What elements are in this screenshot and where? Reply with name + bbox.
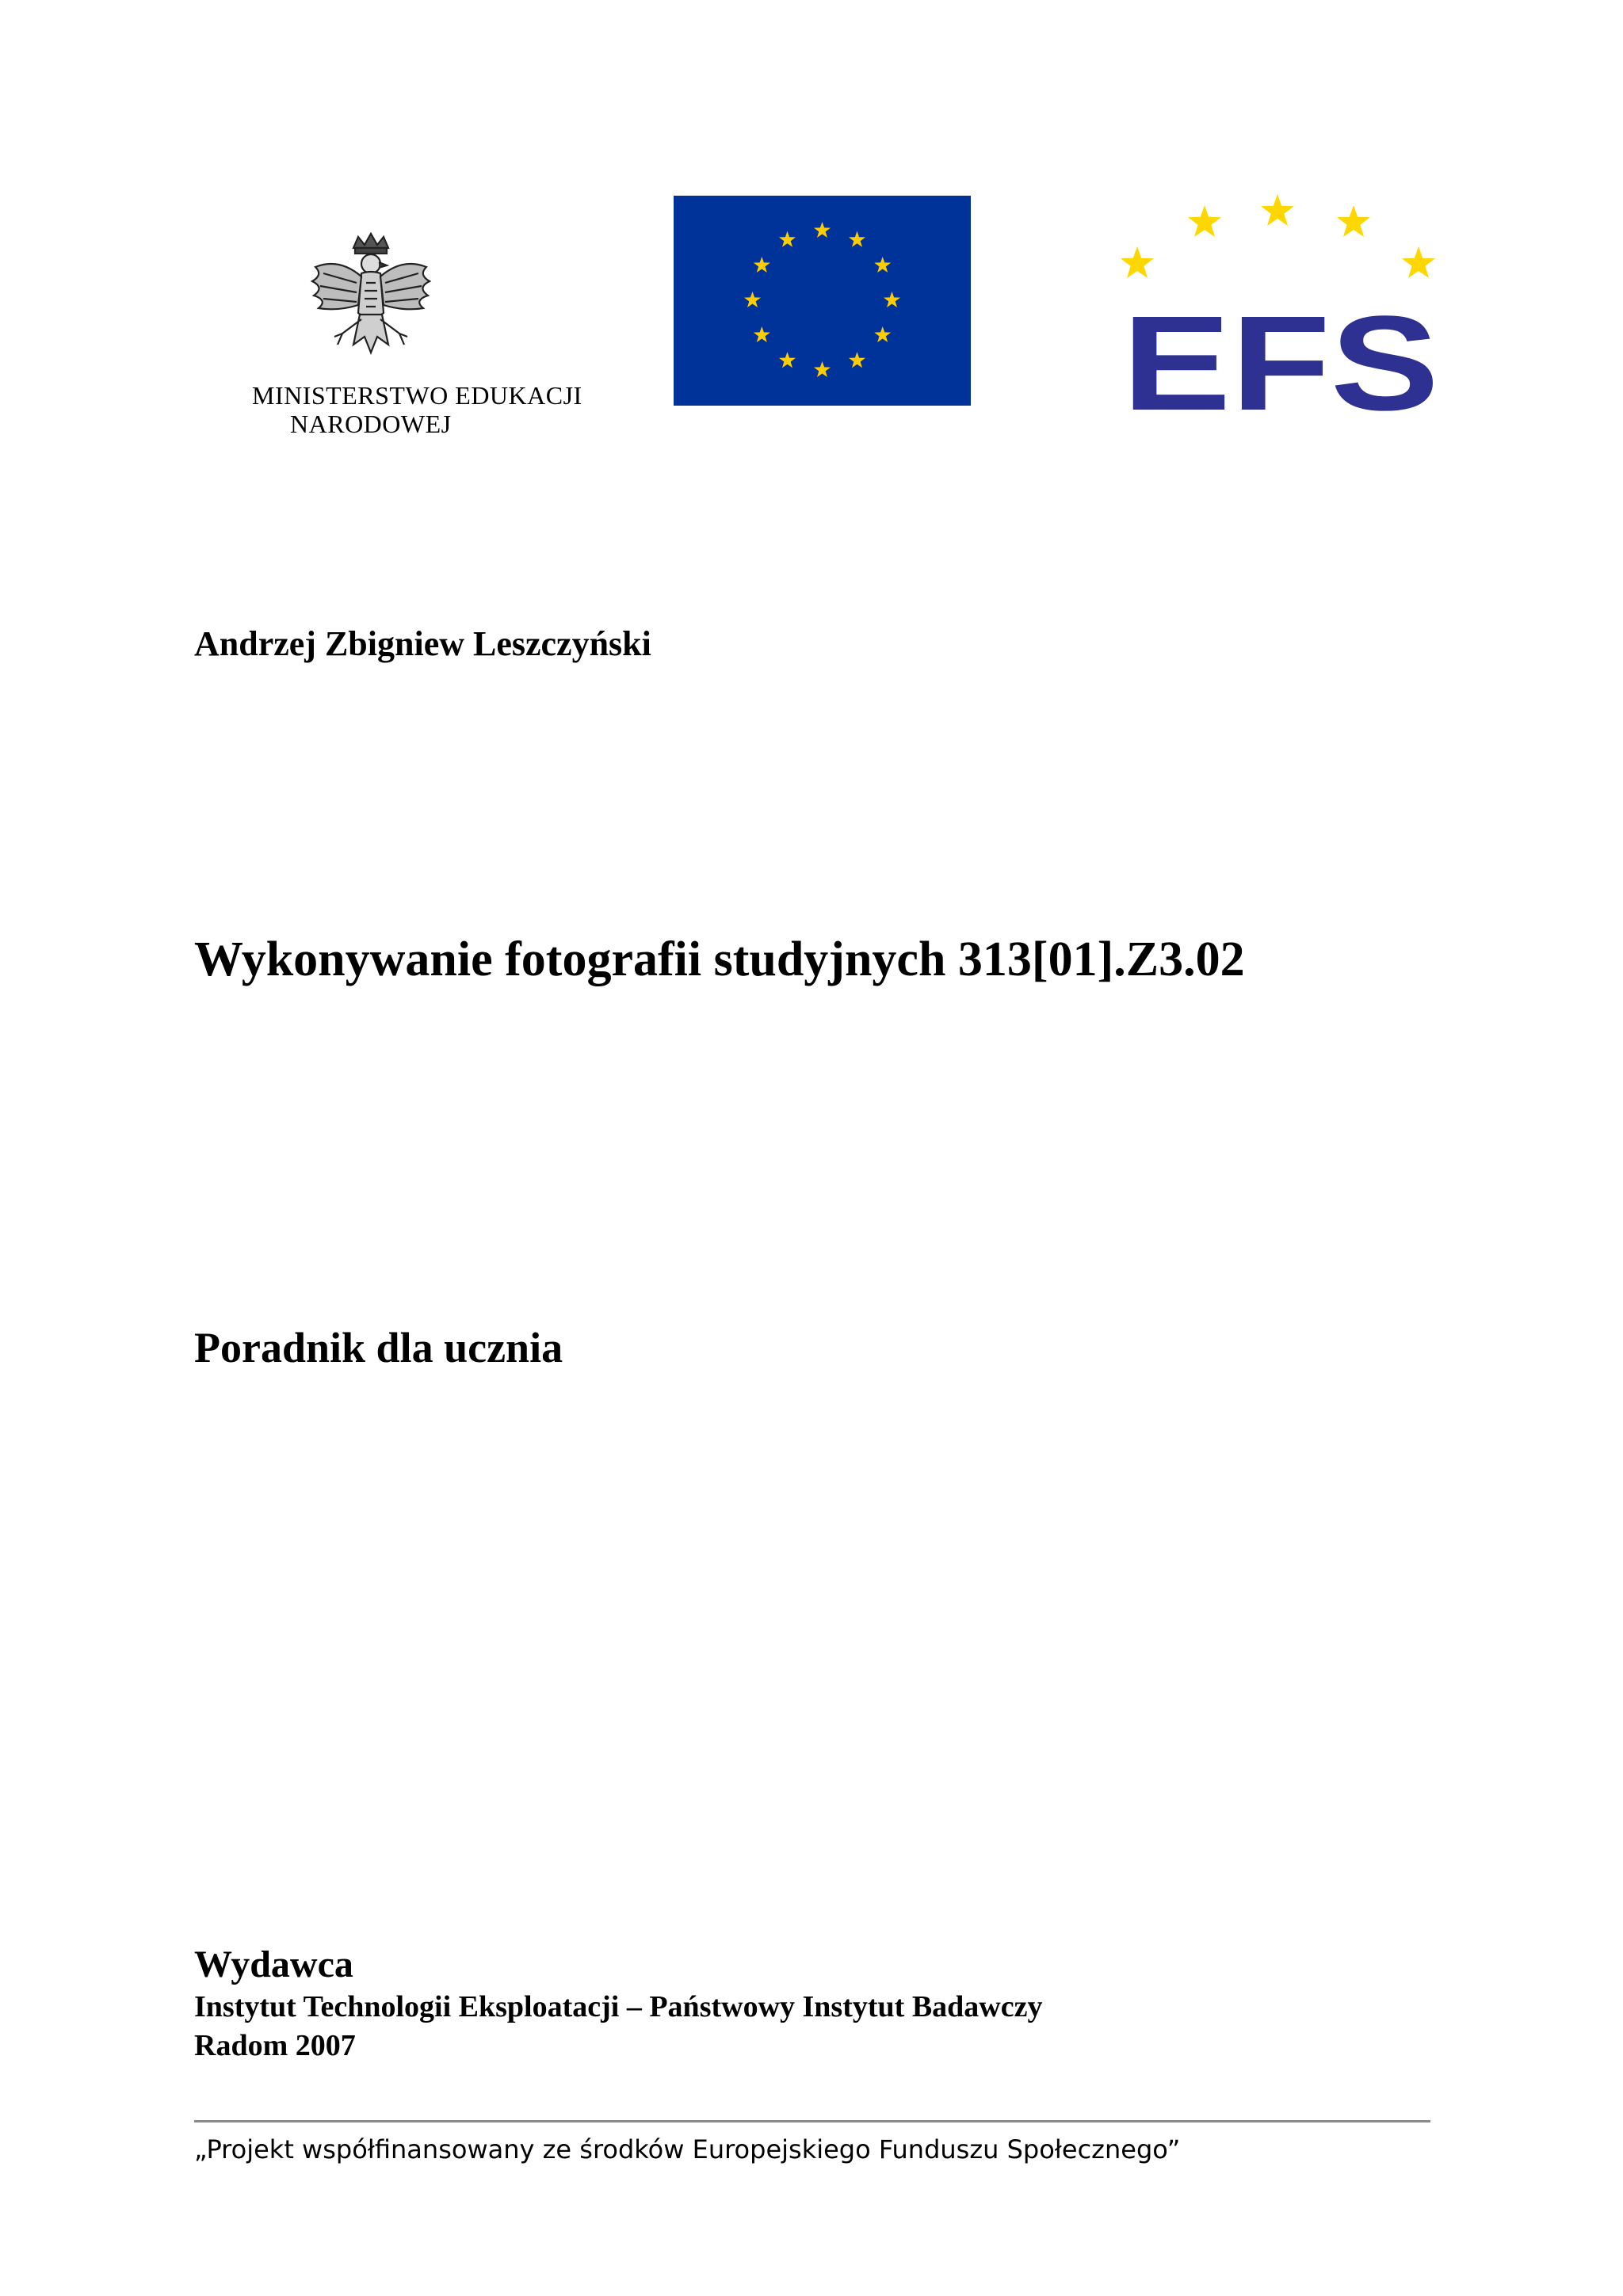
efs-logo	[1102, 178, 1466, 448]
ministry-name-line2: NARODOWEJ	[290, 410, 452, 438]
eu-flag-icon	[674, 196, 971, 406]
efs-logo-icon	[1102, 178, 1466, 448]
document-title: Wykonywanie fotografii studyjnych 313[01].Z3.02	[194, 933, 1245, 986]
publisher-label: Wydawca	[194, 1943, 353, 1985]
polish-eagle-icon	[292, 226, 450, 376]
ministry-logo	[238, 218, 618, 456]
efs-logo-text: EFS	[1122, 288, 1439, 439]
document-subtitle: Poradnik dla ucznia	[194, 1324, 563, 1371]
publisher-name: Instytut Technologii Eksploatacji – Państwowy Instytut Badawczy	[194, 1990, 1043, 2023]
publisher-place-year: Radom 2007	[194, 2029, 356, 2062]
ministry-name-line1: MINISTERSTWO EDUKACJI	[252, 381, 582, 410]
footer-divider	[194, 2120, 1430, 2122]
author-name: Andrzej Zbigniew Leszczyński	[194, 624, 651, 663]
footer-funding-note: „Projekt współfinansowany ze środków Europejskiego Funduszu Społecznego”	[194, 2134, 1181, 2164]
